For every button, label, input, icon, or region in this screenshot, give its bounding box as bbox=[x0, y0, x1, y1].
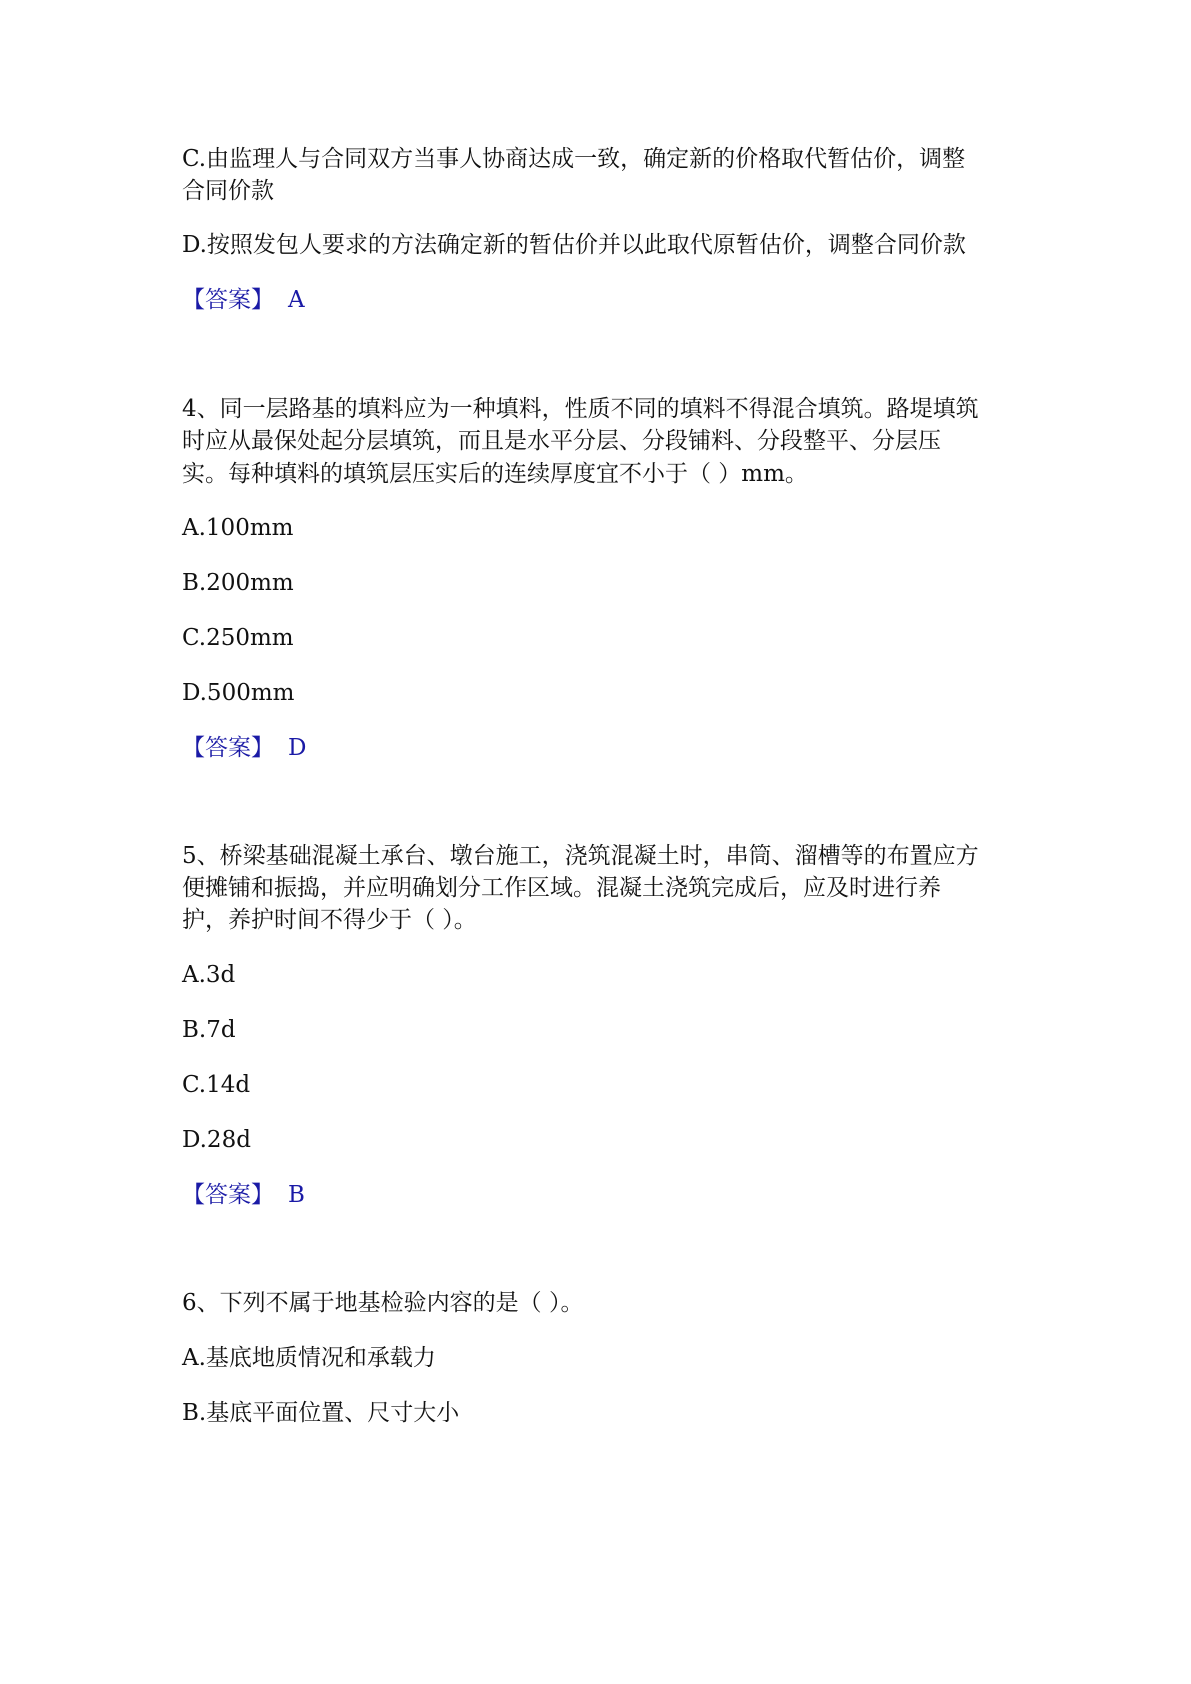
q6-option-b: B.基底平面位置、尺寸大小 bbox=[182, 1400, 460, 1426]
answer-value: D bbox=[288, 735, 307, 761]
q5-stem-line2: 便摊铺和振捣，并应明确划分工作区域。混凝土浇筑完成后，应及时进行养 bbox=[182, 875, 941, 901]
q4-stem-line1: 4、同一层路基的填料应为一种填料，性质不同的填料不得混合填筑。路堤填筑 bbox=[182, 396, 979, 422]
q5-option-b: B.7d bbox=[182, 1017, 236, 1043]
q5-option-d: D.28d bbox=[182, 1127, 251, 1153]
q3-option-d: D.按照发包人要求的方法确定新的暂估价并以此取代原暂估价，调整合同价款 bbox=[182, 232, 966, 258]
q4-answer bbox=[182, 732, 1012, 764]
answer-value: B bbox=[288, 1182, 305, 1208]
q5-stem-line1: 5、桥梁基础混凝土承台、墩台施工，浇筑混凝土时，串筒、溜槽等的布置应方 bbox=[182, 843, 979, 869]
q5-option-c: C.14d bbox=[182, 1072, 251, 1098]
answer-label: 【答案】 bbox=[182, 287, 274, 313]
q4-option-d: D.500mm bbox=[182, 680, 295, 706]
answer-label: 【答案】 bbox=[182, 735, 274, 761]
q4-option-c: C.250mm bbox=[182, 625, 294, 651]
q3-answer bbox=[182, 284, 1012, 316]
q5-stem-line3: 护，养护时间不得少于（ ）。 bbox=[182, 907, 477, 933]
q4-option-b: B.200mm bbox=[182, 570, 294, 596]
q5-option-a: A.3d bbox=[182, 962, 236, 988]
q3-option-c-line1: C.由监理人与合同双方当事人协商达成一致，确定新的价格取代暂估价，调整 bbox=[182, 146, 966, 172]
q3-option-c-line2: 合同价款 bbox=[182, 178, 274, 204]
answer-label: 【答案】 bbox=[182, 1182, 274, 1208]
q4-option-a: A.100mm bbox=[182, 515, 294, 541]
q4-stem-line2: 时应从最保处起分层填筑，而且是水平分层、分段铺料、分段整平、分层压 bbox=[182, 428, 941, 454]
q5-answer bbox=[182, 1179, 1012, 1211]
q4-stem-line3: 实。每种填料的填筑层压实后的连续厚度宜不小于（ ）mm。 bbox=[182, 461, 808, 487]
q6-stem-line1: 6、下列不属于地基检验内容的是（ ）。 bbox=[182, 1290, 584, 1316]
answer-value: A bbox=[288, 287, 305, 313]
q6-option-a: A.基底地质情况和承载力 bbox=[182, 1345, 436, 1371]
